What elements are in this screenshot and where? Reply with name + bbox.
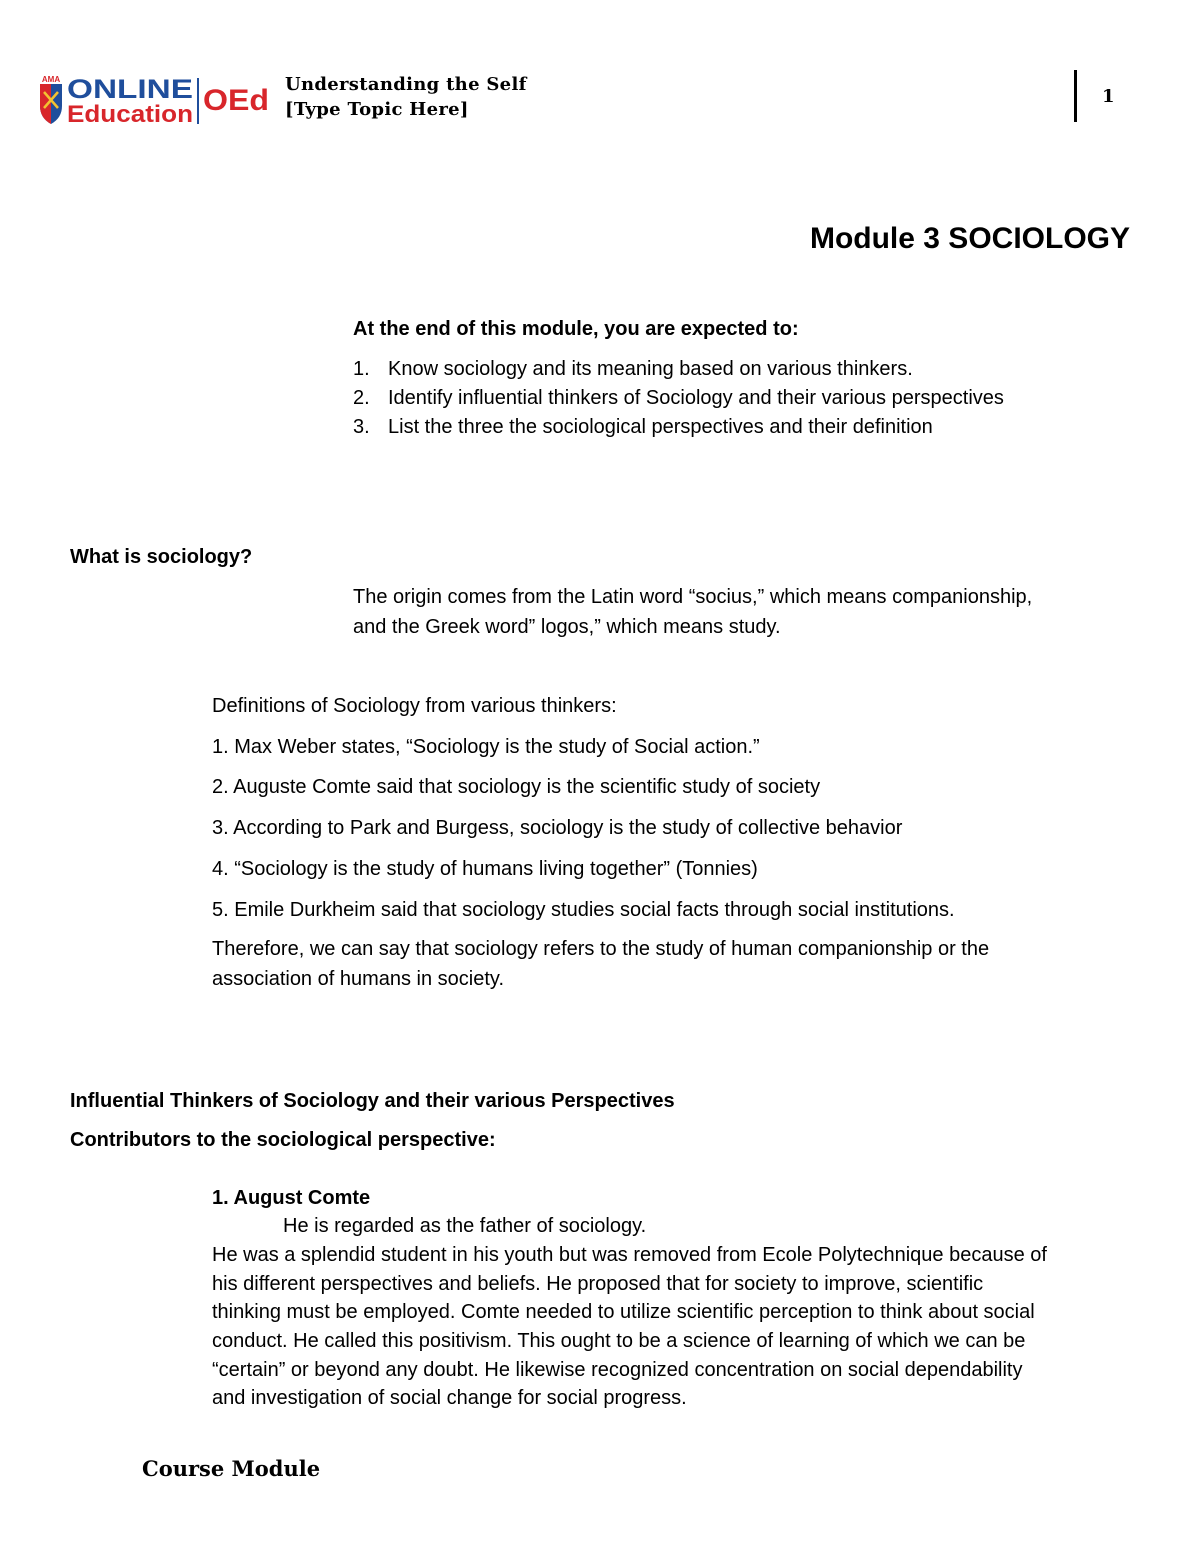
definition-item: 4. “Sociology is the study of humans living together” (Tonnies) <box>212 858 758 880</box>
comte-paragraph-line: his different perspectives and beliefs. He proposed that for society to improve, scientific <box>212 1273 984 1295</box>
objective-text: Know sociology and its meaning based on various thinkers. <box>388 358 913 380</box>
origin-line: The origin comes from the Latin word “socius,” which means companionship, <box>353 586 1033 608</box>
objective-item <box>353 355 913 384</box>
thinker-lead-comte: He is regarded as the father of sociology. <box>283 1215 647 1237</box>
objective-item <box>353 413 933 442</box>
objective-number: 1. <box>353 358 370 380</box>
section-heading-influential-thinkers: Influential Thinkers of Sociology and their various Perspectives <box>70 1090 675 1112</box>
logo-word-education: Education <box>67 101 193 128</box>
objective-number: 3. <box>353 416 370 438</box>
definition-item: 2. Auguste Comte said that sociology is the scientific study of society <box>212 776 821 798</box>
header-course-title: Understanding the Self <box>285 74 527 95</box>
footer-course-module: Course Module <box>142 1456 321 1481</box>
section-subheading-contributors: Contributors to the sociological perspective: <box>70 1129 496 1151</box>
comte-paragraph-line: “certain” or beyond any doubt. He likewise recognized concentration on social dependability <box>212 1359 1023 1381</box>
section-heading-what-is-sociology: What is sociology? <box>70 546 253 568</box>
definitions-conclusion-line: association of humans in society. <box>212 968 505 990</box>
thinker-title-comte: 1. August Comte <box>212 1187 371 1209</box>
page-number: 1 <box>1102 86 1115 107</box>
definitions-conclusion-line: Therefore, we can say that sociology refers to the study of human companionship or the <box>212 938 990 960</box>
module-title: Module 3 SOCIOLOGY <box>809 222 1130 255</box>
header-divider <box>1074 70 1077 122</box>
comte-paragraph-line: thinking must be employed. Comte needed to utilize scientific perception to think about social <box>212 1301 1035 1323</box>
comte-paragraph-line: and investigation of social change for social progress. <box>212 1387 687 1409</box>
logo-word-online: ONLINE <box>67 74 193 104</box>
objective-number: 2. <box>353 387 370 409</box>
objective-text: List the three the sociological perspectives and their definition <box>388 416 933 438</box>
definition-item: 3. According to Park and Burgess, sociology is the study of collective behavior <box>212 817 903 839</box>
definition-item: 5. Emile Durkheim said that sociology studies social facts through social institutions. <box>212 899 955 921</box>
logo-badge: AMA <box>41 75 61 84</box>
objective-item <box>353 384 1004 413</box>
crest-icon <box>40 75 62 124</box>
objectives-intro: At the end of this module, you are expected to: <box>353 318 799 340</box>
header-topic: [Type Topic Here] <box>285 99 469 120</box>
comte-paragraph-line: He was a splendid student in his youth but was removed from Ecole Polytechnique because of <box>212 1244 1047 1266</box>
definitions-intro: Definitions of Sociology from various thinkers: <box>212 695 617 717</box>
origin-line: and the Greek word” logos,” which means study. <box>353 616 781 638</box>
definition-item: 1. Max Weber states, “Sociology is the study of Social action.” <box>212 736 760 758</box>
logo-mark-oed: OEd <box>203 84 269 117</box>
objective-text: Identify influential thinkers of Sociology and their various perspectives <box>388 387 1004 409</box>
comte-paragraph-line: conduct. He called this positivism. This ought to be a science of learning of which we can be <box>212 1330 1026 1352</box>
